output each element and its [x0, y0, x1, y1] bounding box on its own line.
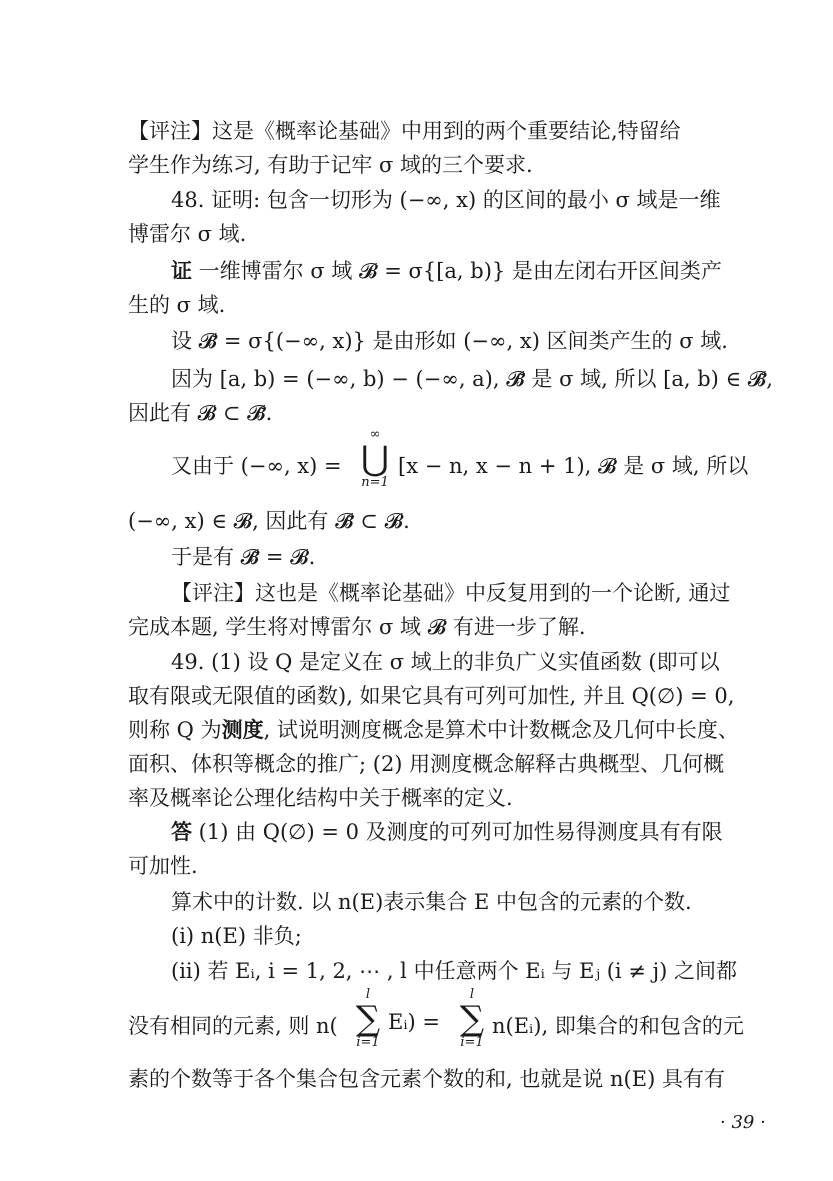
sum-equation-mid: Eᵢ) =: [388, 1010, 441, 1034]
problem-49-line-4: 面积、体积等概念的推广; (2) 用测度概念解释古典概型、几何概: [128, 752, 725, 776]
union-lower-limit: n=1: [361, 475, 389, 490]
proof-line-4: 因为 [a, b) = (−∞, b) − (−∞, a), 𝓑̃ 是 σ 域, 所以 [a, b) ∈ 𝓑̃,: [171, 367, 773, 391]
sum-equation-lhs: 没有相同的元素, 则 n(: [128, 1014, 338, 1038]
problem-48-line-1: 48. 证明: 包含一切形为 (−∞, x) 的区间的最小 σ 域是一维: [171, 188, 721, 212]
remark-line-1: 【评注】这是《概率论基础》中用到的两个重要结论,特留给: [128, 119, 681, 143]
remark2-line-2: 完成本题, 学生将对博雷尔 σ 域 𝓑 有进一步了解.: [128, 615, 586, 639]
measure-intro: 则称 Q 为: [128, 718, 222, 742]
proof-line-5: 因此有 𝓑 ⊂ 𝓑̃.: [128, 401, 273, 425]
proof-line-2: 生的 σ 域.: [128, 293, 226, 317]
problem-49-line-1: 49. (1) 设 Q 是定义在 σ 域上的非负广义实值函数 (即可以: [171, 650, 720, 674]
answer-line-1: [171, 817, 723, 847]
measure-term: 测度: [221, 717, 264, 742]
sum-operator-1: [354, 988, 382, 1050]
union-upper-limit: ∞: [369, 427, 381, 442]
union-symbol: ⋃: [361, 439, 389, 479]
proof-label: 证: [171, 258, 192, 283]
sum2-lower-limit: i=1: [460, 1035, 484, 1050]
remark2-line-1: 【评注】这也是《概率论基础》中反复用到的一个论断, 通过: [171, 581, 731, 605]
sum1-upper-limit: l: [365, 987, 371, 1002]
union-rhs: [x − n, x − n + 1), 𝓑 是 σ 域, 所以: [398, 454, 749, 478]
answer-line-7: 素的个数等于各个集合包含元素个数的和, 也就是说 n(E) 具有有: [128, 1067, 725, 1091]
proof-text-1: 一维博雷尔 σ 域 𝓑 = σ{[a, b)} 是由左闭右开区间类产: [192, 259, 722, 283]
union-operator: [360, 428, 390, 490]
sum-operator-2: [458, 988, 486, 1050]
proof-line-1: [171, 256, 722, 286]
sum2-symbol: ∑: [459, 999, 485, 1039]
problem-49-line-3: [128, 715, 739, 745]
sum1-symbol: ∑: [355, 999, 381, 1039]
proof-line-8: 于是有 𝓑̃ = 𝓑.: [171, 545, 316, 569]
union-equation: [171, 450, 342, 480]
answer-line-4: (i) n(E) 非负;: [171, 924, 302, 948]
sum-equation-rhs: n(Eᵢ), 即集合的和包含的元: [492, 1014, 744, 1038]
page-number: · 39 ·: [720, 1112, 766, 1133]
problem-48-line-2: 博雷尔 σ 域.: [128, 222, 247, 246]
sum2-upper-limit: l: [469, 987, 475, 1002]
answer-text-1: (1) 由 Q(∅) = 0 及测度的可列可加性易得测度具有有限: [192, 820, 723, 844]
remark-line-2: 学生作为练习, 有助于记牢 σ 域的三个要求.: [128, 153, 533, 177]
sum1-lower-limit: i=1: [356, 1035, 380, 1050]
answer-line-5: (ii) 若 Eᵢ, i = 1, 2, ⋯ , l 中任意两个 Eᵢ 与 Eⱼ (i ≠ j) 之间都: [171, 959, 737, 983]
answer-line-2: 可加性.: [128, 854, 198, 878]
measure-rest: , 试说明测度概念是算术中计数概念及几何中长度、: [263, 718, 739, 742]
proof-line-3: 设 𝓑̃ = σ{(−∞, x)} 是由形如 (−∞, x) 区间类产生的 σ 域.: [171, 329, 728, 353]
answer-label: 答: [171, 819, 192, 844]
proof-line-7: (−∞, x) ∈ 𝓑, 因此有 𝓑̃ ⊂ 𝓑.: [128, 509, 410, 533]
problem-49-line-5: 率及概率论公理化结构中关于概率的定义.: [128, 786, 513, 810]
union-lhs: 又由于 (−∞, x) =: [171, 454, 342, 478]
answer-line-3: 算术中的计数. 以 n(E)表示集合 E 中包含的元素的个数.: [171, 890, 692, 914]
problem-49-line-2: 取有限或无限值的函数), 如果它具有可列可加性, 并且 Q(∅) = 0,: [128, 684, 735, 708]
